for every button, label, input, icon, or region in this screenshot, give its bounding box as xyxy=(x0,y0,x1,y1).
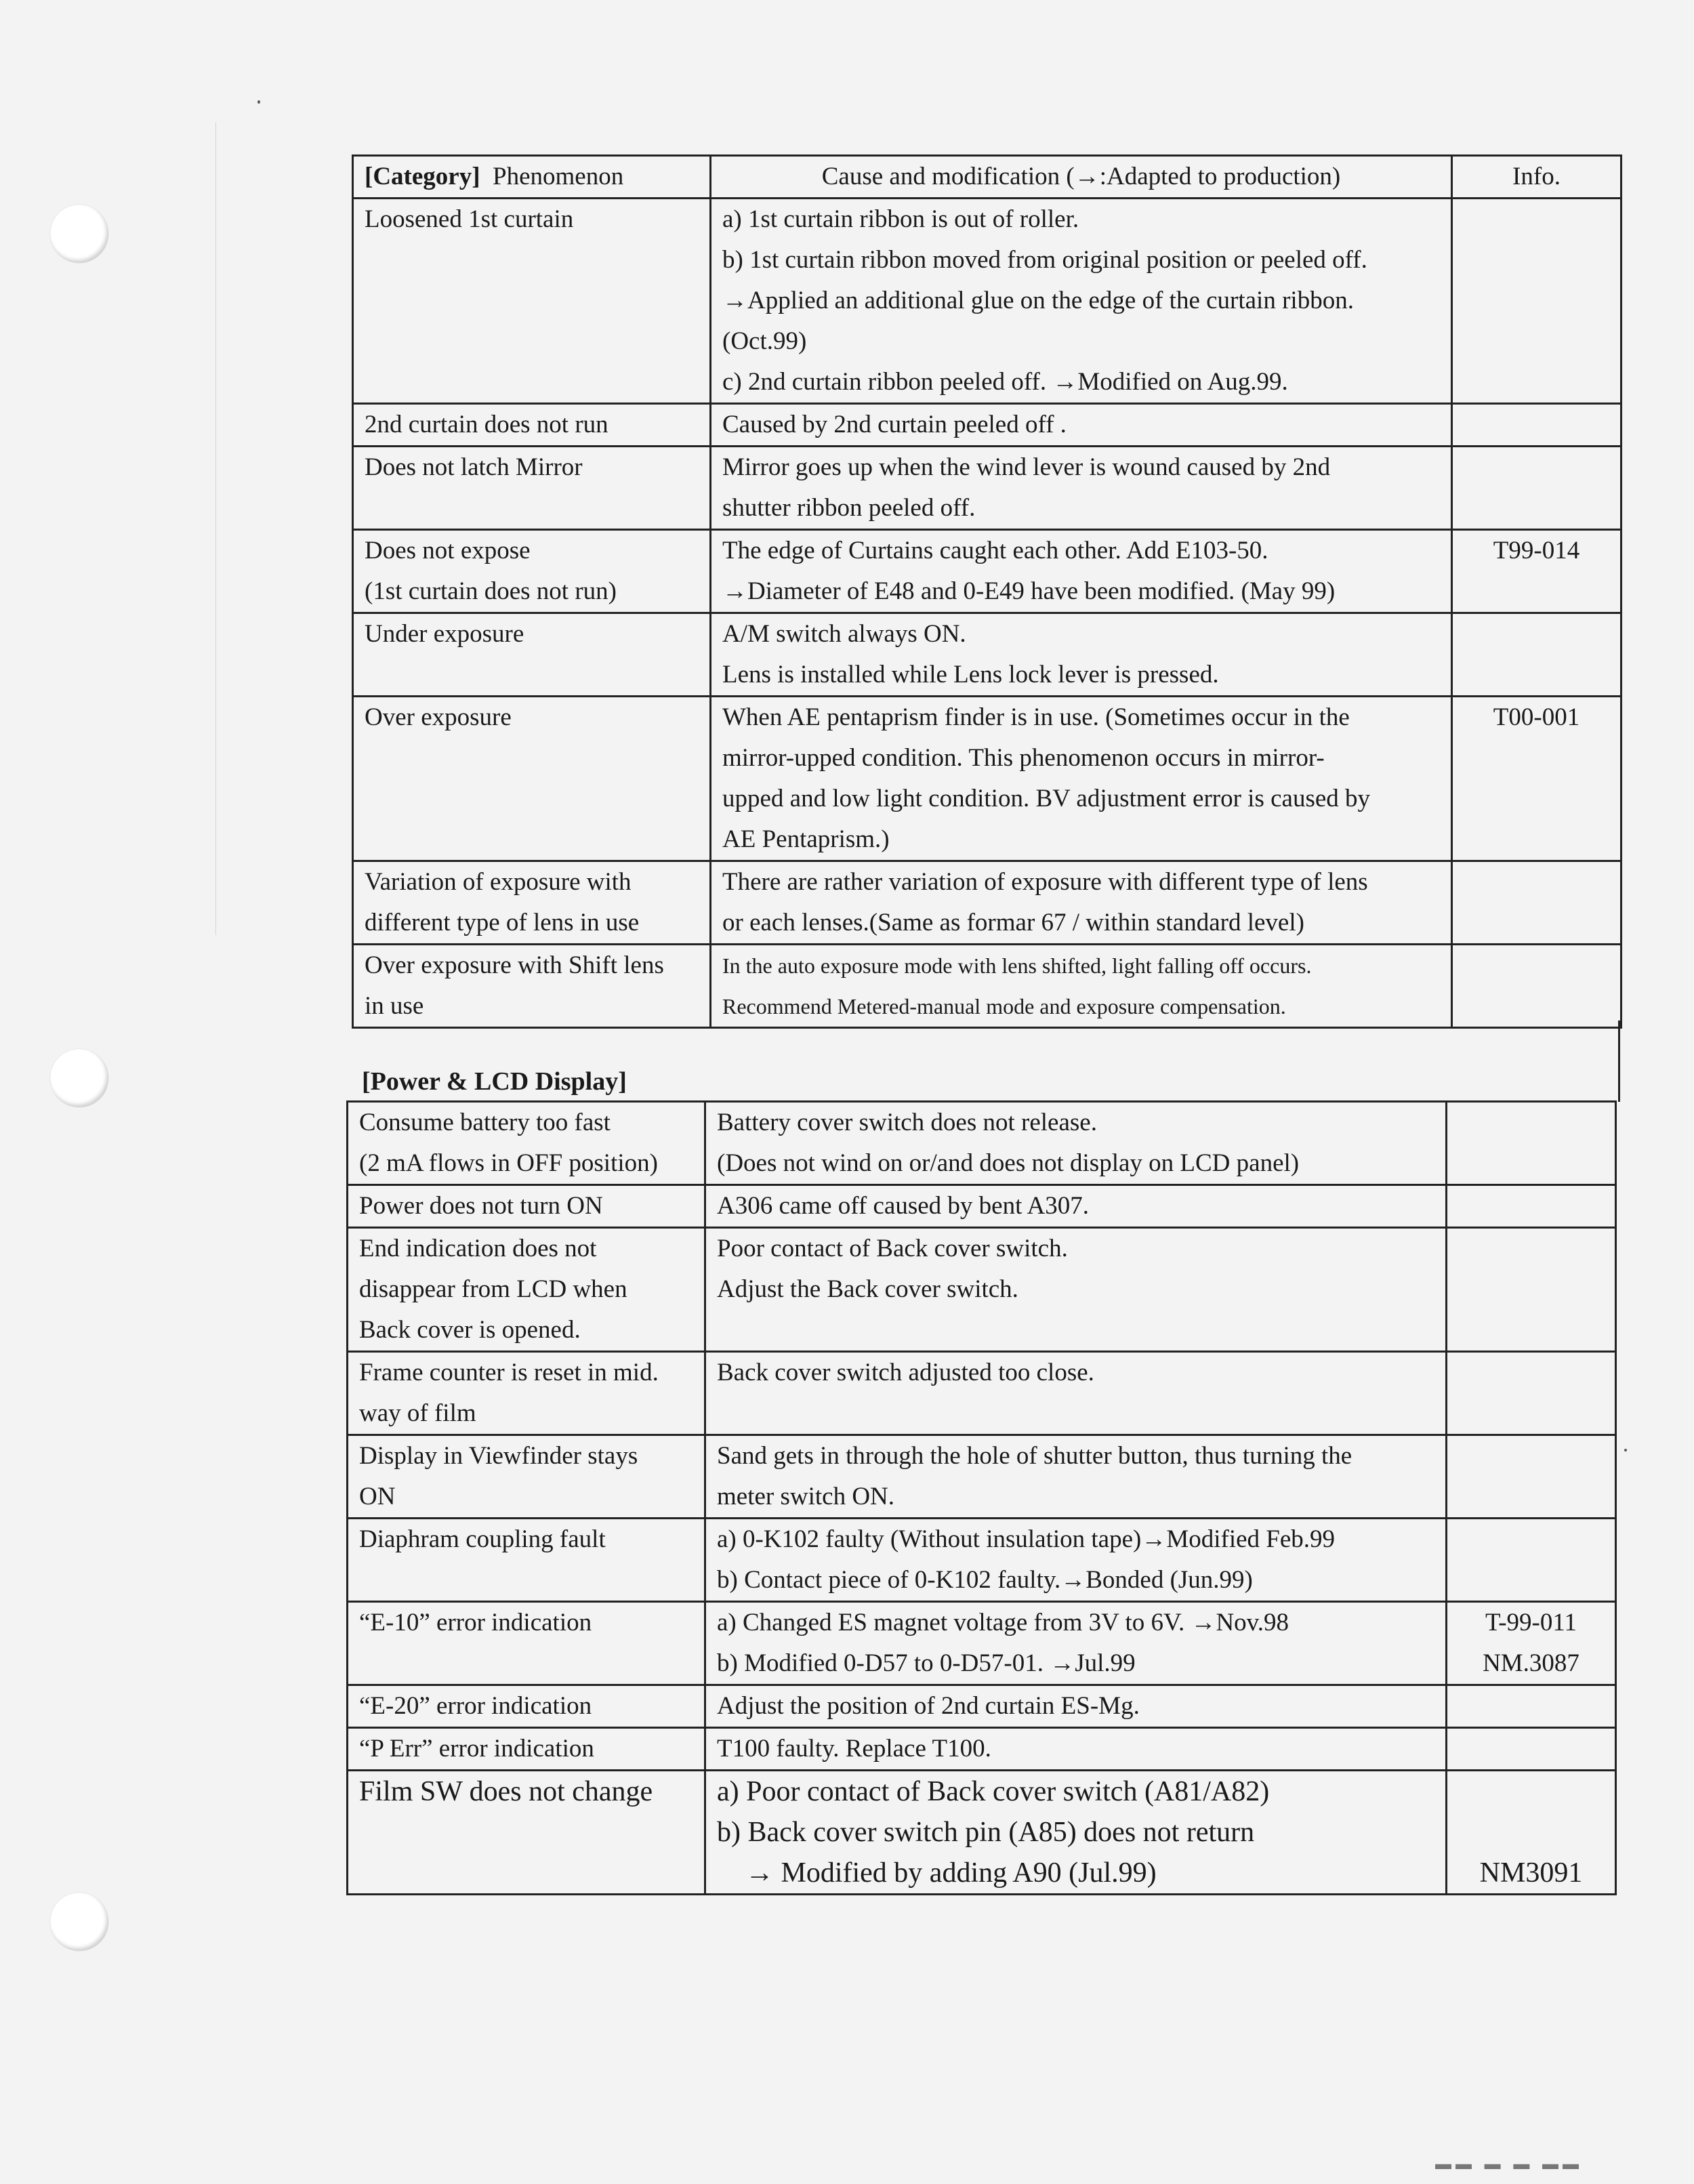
phenomenon-cell xyxy=(353,945,711,1028)
cause-text: Recommend Metered-manual mode and exposure compensation. xyxy=(722,994,1286,1018)
table-row xyxy=(353,613,1621,697)
cause-text: → Modified by adding A90 (Jul.99) xyxy=(717,1857,1157,1889)
cause-cell xyxy=(705,1435,1447,1519)
cause-cell xyxy=(711,447,1452,530)
cause-text: (Does not wind on or/and does not display on LCD panel) xyxy=(717,1149,1300,1177)
cause-text: Mirror goes up when the wind lever is wound caused by 2nd xyxy=(722,453,1331,481)
phenomenon-text: Back cover is opened. xyxy=(359,1316,581,1344)
info-cell: T99-014 xyxy=(1452,530,1621,613)
info-cell xyxy=(1447,1771,1616,1895)
phenomenon-text: “E-20” error indication xyxy=(359,1692,592,1720)
info-cell xyxy=(1452,613,1621,697)
cause-cell xyxy=(711,613,1452,697)
cause-cell xyxy=(711,697,1452,861)
phenomenon-text: Power does not turn ON xyxy=(359,1192,603,1220)
cause-cell xyxy=(705,1728,1447,1771)
info-cell xyxy=(1447,1102,1616,1185)
cause-text: (Oct.99) xyxy=(722,327,807,355)
phenomenon-cell xyxy=(353,447,711,530)
punch-hole xyxy=(50,1893,108,1951)
phenomenon-cell xyxy=(353,530,711,613)
page-edge-mark xyxy=(215,122,216,935)
info-cell xyxy=(1447,1228,1616,1352)
table-row xyxy=(348,1352,1616,1435)
troubleshooting-table xyxy=(352,154,1622,1029)
header-cause: Cause and modification (→:Adapted to production) xyxy=(711,156,1452,199)
phenomenon-text: Consume battery too fast xyxy=(359,1109,611,1136)
info-cell xyxy=(1452,199,1621,404)
phenomenon-cell xyxy=(348,1728,705,1771)
cause-text: Adjust the position of 2nd curtain ES-Mg. xyxy=(717,1692,1140,1720)
phenomenon-text: Diaphram coupling fault xyxy=(359,1525,606,1553)
cause-cell xyxy=(705,1228,1447,1352)
info-cell xyxy=(1447,1435,1616,1519)
phenomenon-cell xyxy=(348,1435,705,1519)
info-cell xyxy=(1447,1728,1616,1771)
phenomenon-cell xyxy=(348,1228,705,1352)
phenomenon-text: in use xyxy=(365,992,424,1020)
cause-text: AE Pentaprism.) xyxy=(722,825,890,853)
info-cell xyxy=(1447,1602,1616,1685)
info-text xyxy=(1458,1771,1604,1812)
cause-text: a) Changed ES magnet voltage from 3V to 6V. →Nov.98 xyxy=(717,1609,1289,1636)
phenomenon-text: Under exposure xyxy=(365,620,524,648)
phenomenon-text: Display in Viewfinder stays xyxy=(359,1442,638,1470)
cause-text: →Applied an additional glue on the edge of the curtain ribbon. xyxy=(722,287,1354,314)
cause-text: Back cover switch adjusted too close. xyxy=(717,1359,1094,1386)
phenomenon-text: (2 mA flows in OFF position) xyxy=(359,1149,658,1177)
footer-mark: ▬▬ ▬ ▬ ▬▬ xyxy=(1435,2155,1584,2173)
table-row xyxy=(348,1102,1616,1185)
phenomenon-text: “P Err” error indication xyxy=(359,1735,594,1763)
phenomenon-cell xyxy=(353,697,711,861)
phenomenon-cell xyxy=(353,404,711,447)
table-row xyxy=(353,945,1621,1028)
scan-speck xyxy=(1624,1449,1627,1451)
phenomenon-text: (1st curtain does not run) xyxy=(365,577,617,605)
cause-text: There are rather variation of exposure with different type of lens xyxy=(722,868,1368,896)
info-cell xyxy=(1452,447,1621,530)
table-row xyxy=(353,530,1621,613)
cause-text: b) Modified 0-D57 to 0-D57-01. →Jul.99 xyxy=(717,1649,1136,1677)
phenomenon-cell xyxy=(348,1685,705,1728)
cause-text: upped and low light condition. BV adjustment error is caused by xyxy=(722,785,1371,812)
table-row xyxy=(353,861,1621,945)
phenomenon-cell xyxy=(348,1519,705,1602)
info-cell xyxy=(1452,861,1621,945)
punch-hole xyxy=(50,1049,108,1107)
cause-text: meter switch ON. xyxy=(717,1483,895,1510)
cause-text: A/M switch always ON. xyxy=(722,620,966,648)
info-text xyxy=(1458,1812,1604,1853)
info-cell: T00-001 xyxy=(1452,697,1621,861)
header-info: Info. xyxy=(1452,156,1621,199)
cause-text: c) 2nd curtain ribbon peeled off. →Modified on Aug.99. xyxy=(722,368,1288,396)
table-row xyxy=(348,1519,1616,1602)
table-row xyxy=(353,697,1621,861)
cause-text: b) Contact piece of 0-K102 faulty.→Bonded (Jun.99) xyxy=(717,1566,1253,1594)
cause-text: A306 came off caused by bent A307. xyxy=(717,1192,1090,1220)
cause-text: Adjust the Back cover switch. xyxy=(717,1275,1018,1303)
phenomenon-text: End indication does not xyxy=(359,1235,597,1262)
header-phenomenon xyxy=(353,156,711,199)
table-row xyxy=(348,1602,1616,1685)
phenomenon-cell xyxy=(348,1185,705,1228)
phenomenon-text: Over exposure xyxy=(365,703,512,731)
table-row xyxy=(353,199,1621,404)
cause-text: When AE pentaprism finder is in use. (Sometimes occur in the xyxy=(722,703,1350,731)
phenomenon-cell xyxy=(348,1602,705,1685)
phenomenon-cell xyxy=(353,613,711,697)
table-row xyxy=(353,447,1621,530)
phenomenon-text: different type of lens in use xyxy=(365,909,640,936)
cause-text: Poor contact of Back cover switch. xyxy=(717,1235,1068,1262)
cause-text: Sand gets in through the hole of shutter button, thus turning the xyxy=(717,1442,1352,1470)
phenomenon-text: ON xyxy=(359,1483,396,1510)
info-text: NM.3087 xyxy=(1483,1649,1579,1677)
table-row xyxy=(348,1685,1616,1728)
phenomenon-text: way of film xyxy=(359,1399,476,1427)
info-cell xyxy=(1447,1685,1616,1728)
header-category-label: [Category] xyxy=(365,163,480,190)
cause-text: shutter ribbon peeled off. xyxy=(722,494,976,522)
cause-text: T100 faulty. Replace T100. xyxy=(717,1735,991,1763)
phenomenon-text: Loosened 1st curtain xyxy=(365,205,574,233)
header-phenomenon-label: Phenomenon xyxy=(493,163,624,190)
phenomenon-cell xyxy=(348,1352,705,1435)
cause-cell xyxy=(705,1102,1447,1185)
table-header-row xyxy=(353,156,1621,199)
cause-cell xyxy=(711,404,1452,447)
phenomenon-text: Variation of exposure with xyxy=(365,868,632,896)
cause-cell xyxy=(705,1685,1447,1728)
cause-cell xyxy=(711,530,1452,613)
phenomenon-cell xyxy=(348,1771,705,1895)
phenomenon-cell xyxy=(348,1102,705,1185)
table-row xyxy=(353,404,1621,447)
info-cell xyxy=(1452,945,1621,1028)
table-row xyxy=(348,1435,1616,1519)
cause-text: a) 1st curtain ribbon is out of roller. xyxy=(722,205,1079,233)
cause-text: Lens is installed while Lens lock lever is pressed. xyxy=(722,661,1219,688)
cause-cell xyxy=(705,1352,1447,1435)
phenomenon-text: Over exposure with Shift lens xyxy=(365,951,664,979)
cause-text: Caused by 2nd curtain peeled off . xyxy=(722,411,1067,438)
phenomenon-text: 2nd curtain does not run xyxy=(365,411,608,438)
cause-cell xyxy=(711,199,1452,404)
cause-text: or each lenses.(Same as formar 67 / within standard level) xyxy=(722,909,1304,936)
scan-speck xyxy=(257,100,260,104)
cause-cell xyxy=(705,1185,1447,1228)
info-cell xyxy=(1452,404,1621,447)
cause-cell xyxy=(705,1771,1447,1895)
phenomenon-cell xyxy=(353,199,711,404)
cause-text: b) 1st curtain ribbon moved from original position or peeled off. xyxy=(722,246,1367,274)
cause-text: →Diameter of E48 and 0-E49 have been modified. (May 99) xyxy=(722,577,1336,605)
table-row xyxy=(348,1728,1616,1771)
cause-cell xyxy=(705,1519,1447,1602)
phenomenon-text: disappear from LCD when xyxy=(359,1275,627,1303)
cause-text: a) 0-K102 faulty (Without insulation tape)→Modified Feb.99 xyxy=(717,1525,1336,1553)
info-cell xyxy=(1447,1352,1616,1435)
info-cell xyxy=(1447,1185,1616,1228)
cause-cell xyxy=(711,861,1452,945)
cause-text: The edge of Curtains caught each other. Add E103-50. xyxy=(722,537,1268,564)
table-row xyxy=(348,1228,1616,1352)
section-heading-power-lcd: [Power & LCD Display] xyxy=(362,1067,627,1096)
phenomenon-text: Does not latch Mirror xyxy=(365,453,583,481)
cause-text: mirror-upped condition. This phenomenon occurs in mirror- xyxy=(722,744,1325,772)
phenomenon-text: Does not expose xyxy=(365,537,531,564)
info-cell xyxy=(1447,1519,1616,1602)
cause-text: Battery cover switch does not release. xyxy=(717,1109,1097,1136)
power-lcd-table xyxy=(346,1100,1617,1895)
table-row xyxy=(348,1185,1616,1228)
phenomenon-cell xyxy=(353,861,711,945)
info-text: NM3091 xyxy=(1479,1857,1583,1889)
cause-cell xyxy=(705,1602,1447,1685)
cause-cell xyxy=(711,945,1452,1028)
punch-hole xyxy=(50,205,108,263)
table-row xyxy=(348,1771,1616,1895)
cause-text: a) Poor contact of Back cover switch (A81/A82) xyxy=(717,1776,1270,1807)
phenomenon-text: Frame counter is reset in mid. xyxy=(359,1359,659,1386)
cause-text: b) Back cover switch pin (A85) does not return xyxy=(717,1817,1255,1848)
phenomenon-text: Film SW does not change xyxy=(359,1776,653,1807)
info-text: T-99-011 xyxy=(1485,1609,1577,1636)
phenomenon-text: “E-10” error indication xyxy=(359,1609,592,1636)
cause-text: In the auto exposure mode with lens shifted, light falling off occurs. xyxy=(722,953,1312,978)
